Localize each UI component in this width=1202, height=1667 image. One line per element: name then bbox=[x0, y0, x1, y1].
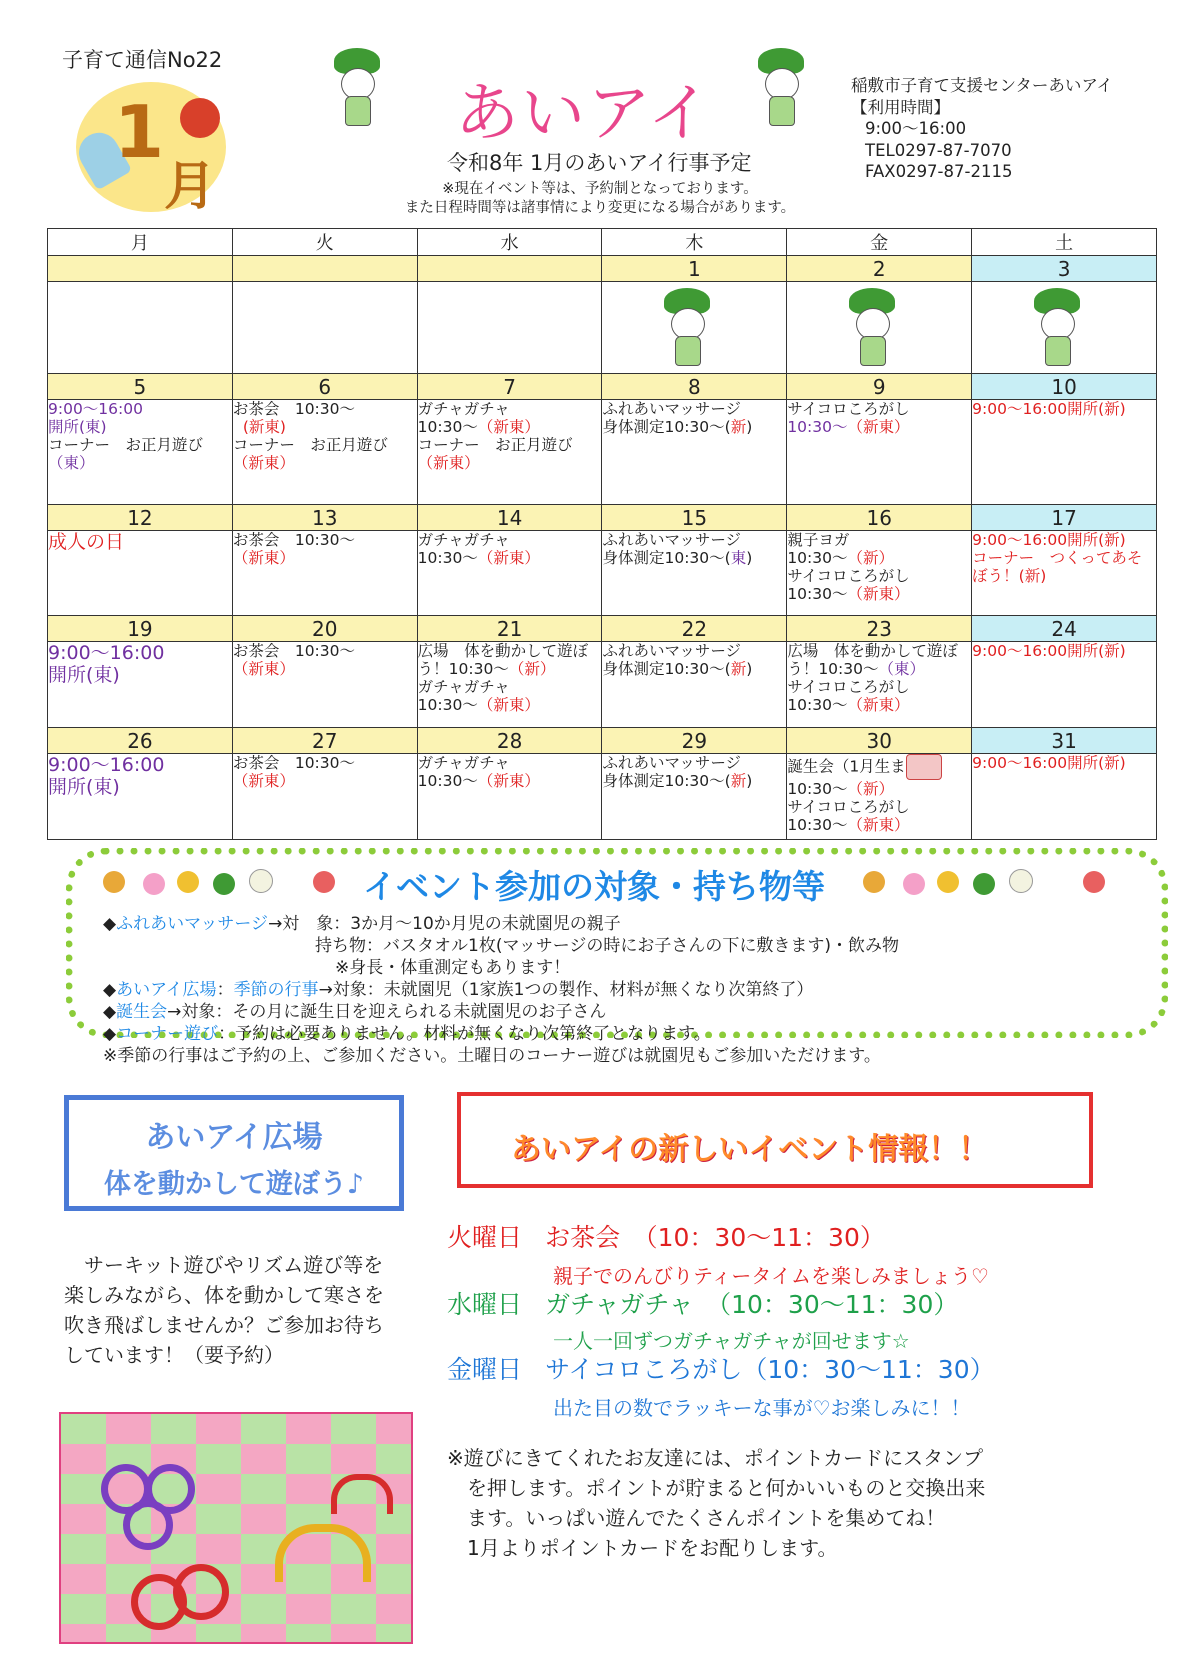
event-time bbox=[787, 696, 971, 714]
event-name: ガチャガチャ （10：30～11：30） bbox=[545, 1290, 959, 1319]
day-cell bbox=[417, 754, 602, 840]
event-name: お茶会 （10：30～11：30） bbox=[545, 1223, 885, 1252]
event-location: 東 bbox=[730, 549, 747, 567]
event-location: (新東) bbox=[242, 418, 286, 436]
info-name: あいアイ広場 bbox=[116, 980, 217, 1000]
event-time bbox=[787, 418, 971, 436]
event-text: 9:00～16:00開所(新) bbox=[972, 754, 1126, 772]
fax: FAX0297-87-2115 bbox=[865, 162, 1013, 181]
event-location: （東） bbox=[878, 660, 925, 678]
info-line bbox=[103, 1023, 899, 1045]
day-cell bbox=[602, 400, 787, 505]
date-number: 13 bbox=[232, 505, 417, 531]
event-time-text: 10:30～ bbox=[787, 816, 848, 834]
event-time-text: 身体測定10:30～( bbox=[602, 418, 731, 436]
arch-icon bbox=[275, 1524, 371, 1582]
weekday-header: 火 bbox=[232, 229, 417, 256]
info-line: ※身長・体重測定もあります！ bbox=[335, 958, 571, 978]
date-number: 23 bbox=[787, 616, 972, 642]
event-time bbox=[418, 696, 602, 714]
hours-label: 【利用時間】 bbox=[851, 97, 950, 117]
event-time bbox=[787, 816, 971, 834]
day-cell bbox=[232, 282, 417, 374]
wednesday-event bbox=[447, 1285, 958, 1321]
event-time bbox=[787, 780, 971, 798]
info-name: ふれあいマッサージ bbox=[116, 914, 269, 934]
notice-line: ※現在イベント等は、予約制となっております。 bbox=[442, 181, 758, 197]
desc-line: しています！（要予約） bbox=[64, 1343, 284, 1367]
date-number bbox=[48, 256, 233, 282]
event-paren: ) bbox=[746, 418, 753, 436]
date-number: 12 bbox=[48, 505, 233, 531]
event-time bbox=[602, 660, 786, 678]
new-events-box bbox=[457, 1092, 1093, 1188]
month-badge bbox=[76, 82, 226, 217]
date-number: 9 bbox=[787, 374, 972, 400]
day-cell bbox=[602, 754, 787, 840]
date-number: 8 bbox=[602, 374, 787, 400]
event-text: 9:00～16:00開所(新) bbox=[972, 531, 1126, 549]
event-time-text: 身体測定10:30～( bbox=[602, 772, 731, 790]
info-text: →対象：未就園児（1家族1つの製作、材料が無くなり次第終了） bbox=[318, 980, 814, 1000]
info-text: →対 象：3か月～10か月児の未就園児の親子 bbox=[268, 914, 621, 934]
event-time bbox=[787, 549, 971, 567]
event-text: ふれあいマッサージ bbox=[602, 400, 742, 418]
friday-event-desc: 出た目の数でラッキーな事が♡お楽しみに！！ bbox=[553, 1396, 971, 1420]
weekday-header: 土 bbox=[972, 229, 1157, 256]
event-time-text: 10:30～ bbox=[417, 696, 478, 714]
note-line: を押します。ポイントが貯まると何かいいものと交換出来 bbox=[447, 1476, 986, 1500]
event-location: （新） bbox=[847, 549, 894, 567]
mascot-icon bbox=[1034, 288, 1080, 368]
event-text: 9:00～16:00開所(新) bbox=[972, 642, 1126, 660]
tuesday-event bbox=[447, 1218, 885, 1254]
event-location: 新 bbox=[730, 772, 747, 790]
bullet: ◆ bbox=[103, 1024, 117, 1044]
date-number: 27 bbox=[232, 728, 417, 754]
hagoita-icon bbox=[1083, 871, 1105, 893]
tuesday-event-desc: 親子でのんびりティータイムを楽しみましょう♡ bbox=[553, 1264, 989, 1288]
event-text: サイコロころがし bbox=[787, 567, 910, 585]
info-text: ：予約は必要ありません。材料が無くなり次第終了となります。 bbox=[218, 1024, 711, 1044]
info-line: ※季節の行事はご予約の上、ご参加ください。土曜日のコーナー遊びは就園児もご参加いただけます。 bbox=[103, 1046, 881, 1066]
event-location: （新東） bbox=[477, 772, 540, 790]
day-cell bbox=[972, 754, 1157, 840]
event-text: 開所(東) bbox=[48, 776, 120, 798]
bullet: ◆ bbox=[103, 980, 117, 1000]
event-text: ふれあいマッサージ bbox=[602, 642, 742, 660]
hours: 9:00～16:00 bbox=[865, 119, 967, 138]
event-location: （新東） bbox=[417, 454, 480, 472]
new-events-title: あいアイの新しいイベント情報！！ bbox=[511, 1132, 989, 1167]
day-cell bbox=[232, 642, 417, 728]
event-location: （新東） bbox=[232, 772, 295, 790]
date-number: 31 bbox=[972, 728, 1157, 754]
day-cell bbox=[972, 400, 1157, 505]
event-text: 開所(東) bbox=[48, 418, 107, 436]
day-cell bbox=[787, 400, 972, 505]
date-number: 28 bbox=[417, 728, 602, 754]
kagamimochi-icon bbox=[1009, 869, 1033, 893]
info-line: 持ち物：バスタオル1枚(マッサージの時にお子さんの下に敷きます)・飲み物 bbox=[315, 936, 900, 956]
event-location: （新東） bbox=[847, 418, 910, 436]
event-text bbox=[787, 642, 971, 678]
event-text: ふれあいマッサージ bbox=[602, 531, 742, 549]
event-text: 親子ヨガ bbox=[787, 531, 850, 549]
event-text: サイコロころがし bbox=[787, 400, 910, 418]
event-location: 新 bbox=[730, 660, 747, 678]
event-text-main: 広場 体を動かして遊ぼう！10:30～ bbox=[417, 642, 589, 678]
ring-icon bbox=[123, 1500, 173, 1550]
hiroba-title: あいアイ広場 bbox=[145, 1120, 323, 1155]
event-time bbox=[602, 772, 786, 790]
weekday-header: 水 bbox=[417, 229, 602, 256]
page-title: あいアイ bbox=[455, 77, 714, 151]
event-time-text: 10:30～ bbox=[417, 418, 478, 436]
event-day: 火曜日 bbox=[447, 1223, 523, 1252]
mascot-icon bbox=[664, 288, 710, 368]
date-number: 17 bbox=[972, 505, 1157, 531]
event-text: ふれあいマッサージ bbox=[602, 754, 742, 772]
date-number: 3 bbox=[972, 256, 1157, 282]
friday-event bbox=[447, 1350, 995, 1386]
event-location: （新東） bbox=[477, 696, 540, 714]
event-time bbox=[418, 418, 602, 436]
event-text: お茶会 10:30～ bbox=[232, 531, 355, 549]
shishimai-icon bbox=[180, 98, 220, 138]
event-time-text: 10:30～ bbox=[417, 772, 478, 790]
shishimai-icon bbox=[177, 871, 199, 893]
event-time bbox=[602, 418, 786, 436]
newsletter-number: 子育て通信No22 bbox=[62, 48, 223, 72]
cake-icon bbox=[906, 754, 942, 780]
event-text: コーナー つくってあそぼう！(新) bbox=[972, 549, 1143, 585]
kadomatsu-icon bbox=[863, 871, 885, 893]
event-location: （新東） bbox=[477, 418, 540, 436]
day-cell bbox=[48, 400, 233, 505]
event-time bbox=[418, 549, 602, 567]
mascot-icon bbox=[334, 48, 380, 128]
day-cell bbox=[232, 754, 417, 840]
ring-icon bbox=[173, 1564, 229, 1620]
date-number: 7 bbox=[417, 374, 602, 400]
day-cell bbox=[602, 282, 787, 374]
kadomatsu-icon bbox=[103, 871, 125, 893]
note-line: ※遊びにきてくれたお友達には、ポイントカードにスタンプ bbox=[447, 1446, 984, 1470]
info-line bbox=[103, 1001, 899, 1023]
date-number: 1 bbox=[602, 256, 787, 282]
event-info-box bbox=[66, 848, 1168, 1066]
info-line bbox=[103, 913, 899, 935]
day-cell bbox=[417, 282, 602, 374]
arch-icon bbox=[331, 1474, 393, 1514]
day-cell bbox=[972, 282, 1157, 374]
weekday-header: 金 bbox=[787, 229, 972, 256]
note-line: ます。いっぱい遊んでたくさんポイントを集めてね！ bbox=[447, 1506, 946, 1530]
day-cell bbox=[417, 400, 602, 505]
play-area-photo bbox=[59, 1412, 413, 1644]
date-number: 24 bbox=[972, 616, 1157, 642]
date-number: 30 bbox=[787, 728, 972, 754]
event-text: お茶会 10:30～ bbox=[232, 642, 355, 660]
note-line: 1月よりポイントカードをお配りします。 bbox=[447, 1536, 838, 1560]
event-location: （東） bbox=[48, 454, 95, 472]
info-text: →対象：その月に誕生日を迎えられる未就園児のお子さん bbox=[167, 1002, 607, 1022]
badge-month: 月 bbox=[164, 157, 217, 217]
event-text: コーナー お正月遊び bbox=[48, 436, 204, 454]
day-cell bbox=[787, 282, 972, 374]
hiroba-subtitle: 体を動かして遊ぼう♪ bbox=[103, 1169, 365, 1200]
date-number: 14 bbox=[417, 505, 602, 531]
bullet: ◆ bbox=[103, 1002, 117, 1022]
pine-icon bbox=[213, 873, 235, 895]
day-cell bbox=[787, 642, 972, 728]
event-text: サイコロころがし bbox=[787, 678, 910, 696]
wednesday-event-desc: 一人一回ずつガチャガチャが回せます☆ bbox=[553, 1329, 910, 1353]
calendar bbox=[47, 228, 1157, 840]
event-day: 水曜日 bbox=[447, 1290, 523, 1319]
day-cell bbox=[48, 282, 233, 374]
day-cell bbox=[972, 531, 1157, 616]
event-name: サイコロころがし（10：30～11：30） bbox=[545, 1355, 995, 1384]
event-location: （新東） bbox=[232, 454, 295, 472]
event-time-text: 10:30～ bbox=[787, 780, 848, 798]
holiday-label: 成人の日 bbox=[48, 531, 125, 553]
event-text: お茶会 10:30～ bbox=[232, 754, 355, 772]
event-location: （新東） bbox=[847, 816, 910, 834]
day-cell bbox=[602, 531, 787, 616]
date-number: 19 bbox=[48, 616, 233, 642]
event-paren: ) bbox=[746, 549, 753, 567]
date-number: 16 bbox=[787, 505, 972, 531]
event-text-main: 広場 体を動かして遊ぼう！10:30～ bbox=[787, 642, 958, 678]
event-time bbox=[418, 772, 602, 790]
info-line bbox=[103, 979, 899, 1001]
event-time-text: 10:30～ bbox=[417, 549, 478, 567]
event-time-text: 10:30～ bbox=[787, 418, 848, 436]
center-info bbox=[851, 75, 1113, 183]
badge-number: 1 bbox=[114, 90, 165, 174]
event-text: コーナー お正月遊び bbox=[232, 436, 388, 454]
day-cell bbox=[787, 754, 972, 840]
date-number: 10 bbox=[972, 374, 1157, 400]
day-cell bbox=[602, 642, 787, 728]
date-number: 21 bbox=[417, 616, 602, 642]
desc-line: サーキット遊びやリズム遊び等を bbox=[64, 1253, 384, 1277]
event-day: 金曜日 bbox=[447, 1355, 523, 1384]
bullet: ◆ bbox=[103, 914, 117, 934]
date-number: 20 bbox=[232, 616, 417, 642]
date-number: 22 bbox=[602, 616, 787, 642]
day-cell bbox=[48, 531, 233, 616]
info-name: 誕生会 bbox=[116, 1002, 168, 1022]
date-number: 15 bbox=[602, 505, 787, 531]
date-number bbox=[417, 256, 602, 282]
day-cell bbox=[232, 531, 417, 616]
day-cell bbox=[417, 642, 602, 728]
event-info-lines bbox=[103, 913, 899, 1067]
event-text bbox=[787, 754, 971, 780]
event-time-text: 身体測定10:30～( bbox=[602, 660, 731, 678]
weekday-header: 月 bbox=[48, 229, 233, 256]
day-cell bbox=[232, 400, 417, 505]
desc-line: 吹き飛ばしませんか？ご参加お待ち bbox=[64, 1313, 384, 1337]
event-time-text: 10:30～ bbox=[787, 585, 848, 603]
center-name: 稲敷市子育て支援センターあいアイ bbox=[851, 76, 1113, 95]
kagamimochi-icon bbox=[249, 869, 273, 893]
event-time-text: 10:30～ bbox=[787, 696, 848, 714]
event-location: （新東） bbox=[477, 549, 540, 567]
event-text-main: 誕生会（1月生ま bbox=[787, 757, 906, 776]
date-number: 2 bbox=[787, 256, 972, 282]
shishimai-icon bbox=[937, 871, 959, 893]
info-sep: ： bbox=[216, 980, 234, 1000]
event-text: 9:00～16:00開所(新) bbox=[972, 400, 1126, 418]
event-text: ガチャガチャ bbox=[417, 754, 510, 772]
event-time: 9:00～16:00 bbox=[48, 400, 143, 418]
desc-line: 楽しみながら、体を動かして寒さを bbox=[64, 1283, 384, 1307]
weekday-header: 木 bbox=[602, 229, 787, 256]
event-text: ガチャガチャ bbox=[417, 400, 510, 418]
page-subtitle: 令和8年 1月のあいアイ行事予定 bbox=[447, 151, 752, 175]
plum-flower-icon bbox=[143, 873, 165, 895]
event-location: （新） bbox=[847, 780, 894, 798]
point-card-note bbox=[447, 1443, 985, 1563]
day-cell bbox=[787, 531, 972, 616]
pine-icon bbox=[973, 873, 995, 895]
day-cell bbox=[48, 754, 233, 840]
event-location: 新 bbox=[730, 418, 747, 436]
event-text bbox=[418, 642, 602, 678]
notice-line: また日程時間等は諸事情により変更になる場合があります。 bbox=[404, 200, 796, 216]
event-time bbox=[787, 585, 971, 603]
event-time-text: 10:30～ bbox=[787, 549, 848, 567]
event-location: （新東） bbox=[232, 660, 295, 678]
event-text: ガチャガチャ bbox=[417, 531, 510, 549]
info-name: 季節の行事 bbox=[233, 980, 319, 1000]
date-number: 29 bbox=[602, 728, 787, 754]
event-text: ガチャガチャ bbox=[417, 678, 510, 696]
notice bbox=[380, 180, 820, 218]
event-text: サイコロころがし bbox=[787, 798, 910, 816]
day-cell bbox=[972, 642, 1157, 728]
event-location: （新） bbox=[508, 660, 556, 678]
event-location: （新東） bbox=[847, 585, 910, 603]
event-time: 9:00～16:00 bbox=[48, 642, 165, 664]
date-number: 6 bbox=[232, 374, 417, 400]
date-number: 26 bbox=[48, 728, 233, 754]
event-paren: ) bbox=[746, 772, 753, 790]
event-text: お茶会 10:30～ bbox=[232, 400, 355, 418]
event-text: コーナー お正月遊び bbox=[417, 436, 573, 454]
event-time: 9:00～16:00 bbox=[48, 754, 165, 776]
hiroba-box bbox=[64, 1095, 404, 1211]
date-number: 5 bbox=[48, 374, 233, 400]
event-time bbox=[602, 549, 786, 567]
event-time-text: 身体測定10:30～( bbox=[602, 549, 731, 567]
day-cell bbox=[417, 531, 602, 616]
event-location: （新東） bbox=[232, 549, 295, 567]
hiroba-description bbox=[64, 1250, 414, 1370]
plum-flower-icon bbox=[903, 873, 925, 895]
date-number bbox=[232, 256, 417, 282]
event-paren: ) bbox=[746, 660, 753, 678]
event-text: 開所(東) bbox=[48, 664, 120, 686]
tel: TEL0297-87-7070 bbox=[865, 140, 1012, 160]
day-cell bbox=[48, 642, 233, 728]
hagoita-icon bbox=[313, 871, 335, 893]
event-info-title: イベント参加の対象・持ち物等 bbox=[363, 867, 825, 906]
mascot-icon bbox=[849, 288, 895, 368]
event-location: （新東） bbox=[847, 696, 910, 714]
info-name: コーナー遊び bbox=[116, 1024, 219, 1044]
mascot-icon bbox=[758, 48, 804, 128]
